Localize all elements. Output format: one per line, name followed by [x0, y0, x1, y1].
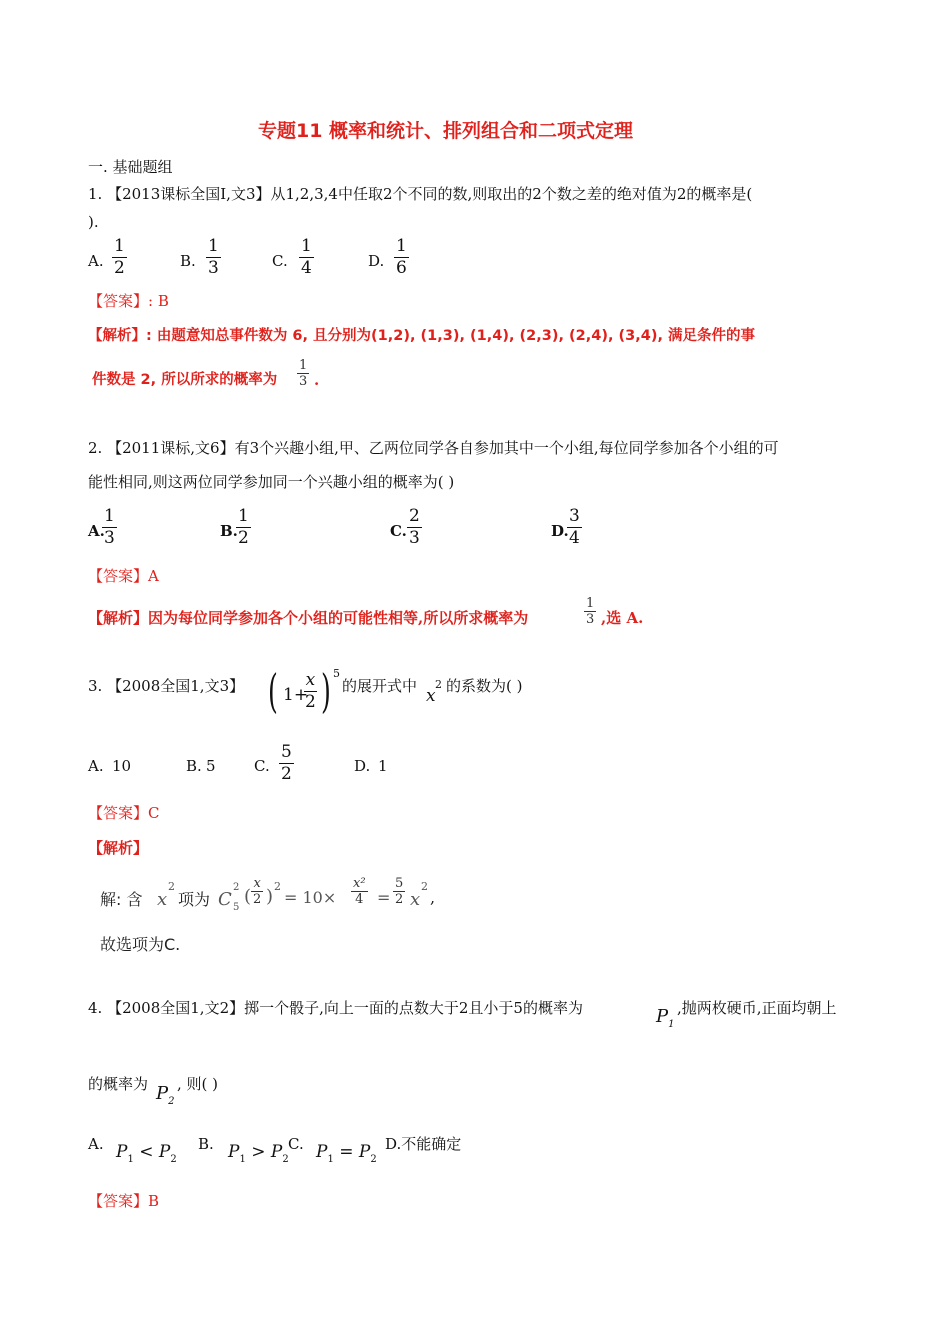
p2-letter: P: [156, 1083, 169, 1104]
rhs: P: [158, 1142, 171, 1162]
lhs: P: [228, 1142, 240, 1162]
denominator: 6: [396, 258, 407, 278]
numerator: 5: [395, 876, 404, 891]
numerator: 1: [396, 236, 407, 256]
q3-solution-x-pow: 2: [168, 880, 175, 893]
q2-stem-line1: 2. 【2011课标,文6】有3个兴趣小组,甲、乙两位同学各自参加其中一个小组,每位同学参加各个小组的可: [88, 439, 779, 457]
solution-left-paren: (: [244, 886, 252, 907]
q3-solution-pow: 2: [274, 880, 281, 893]
q4-option-b-label: B.: [198, 1135, 214, 1153]
page-title: 专题11 概率和统计、排列组合和二项式定理: [258, 120, 634, 142]
denominator: 3: [409, 528, 420, 548]
q2-analysis-end: ,选 A.: [601, 609, 644, 627]
q1-option-b-label: B.: [180, 252, 196, 270]
q4-option-c-expr: [316, 1142, 377, 1165]
q1-option-d-label: D.: [368, 252, 385, 270]
numerator: 1: [208, 236, 219, 256]
q4-answer: 【答案】B: [88, 1192, 160, 1210]
option-d-label: D.: [385, 1135, 402, 1153]
operator: >: [251, 1142, 266, 1162]
q3-option-c-label: C.: [254, 757, 270, 775]
operator: =: [339, 1142, 354, 1162]
q1-analysis-line2: 件数是 2, 所以所求的概率为: [92, 372, 278, 388]
q1-analysis-fraction: [297, 358, 309, 389]
denominator: 4: [355, 892, 364, 907]
denominator: 3: [299, 374, 308, 389]
q3-stem-suffix: 的系数为( ): [446, 677, 523, 695]
numerator: 2: [409, 506, 420, 526]
q3-solution-C-sup: 2: [233, 882, 240, 893]
q4-option-a-label: A.: [88, 1135, 104, 1153]
q3-solution-fraction2: [351, 876, 368, 907]
denominator: 4: [301, 258, 312, 278]
p1-letter: P: [656, 1006, 669, 1027]
q3-solution-mid: 项为: [178, 890, 211, 909]
section-heading: 一. 基础题组: [88, 158, 173, 176]
denominator: 2: [253, 892, 262, 907]
solution-right-paren: ): [266, 886, 274, 907]
q3-stem-prefix: 3. 【2008全国1,文3】: [88, 677, 245, 695]
q1-analysis-end: .: [314, 371, 320, 389]
q1-option-b-fraction: [206, 236, 221, 279]
denominator: 3: [586, 612, 595, 627]
q2-option-a-label: A.: [88, 522, 105, 540]
numerator: 3: [569, 506, 580, 526]
q3-solution-eq2: =: [377, 888, 391, 907]
lhs-sub: 1: [127, 1154, 134, 1165]
q3-stem-mid: 的展开式中: [342, 677, 418, 695]
numerator: x²: [353, 876, 366, 891]
q3-solution-x: x: [157, 889, 168, 910]
q1-answer: 【答案】: B: [88, 292, 169, 310]
denominator: 2: [238, 528, 249, 548]
q2-stem-line2: 能性相同,则这两位同学参加同一个兴趣小组的概率为( ): [88, 473, 455, 491]
q3-solution-C: C: [218, 889, 232, 910]
right-paren: ): [321, 664, 331, 718]
q4-stem-line1-end: ,抛两枚硬币,正面均朝上: [677, 999, 837, 1017]
numerator: 1: [104, 506, 115, 526]
q1-option-c-label: C.: [272, 252, 288, 270]
q1-analysis-line1: 【解析】: 由题意知总事件数为 6, 且分别为(1,2), (1,3), (1,4), (2,3), (2,4), (3,4), 满足条件的事: [88, 328, 756, 344]
q1-option-d-fraction: [394, 236, 409, 279]
q3-option-a-label: A.: [88, 757, 104, 775]
left-paren: (: [268, 664, 278, 718]
q1-option-c-fraction: [299, 236, 314, 279]
q4-option-d: [385, 1134, 461, 1154]
q3-solution-fraction3: [393, 876, 405, 907]
numerator: 1: [114, 236, 125, 256]
q3-solution-prefix: 解: 含: [100, 890, 143, 909]
lhs-sub: 1: [327, 1154, 334, 1165]
q4-stem-line1: 4. 【2008全国1,文2】掷一个骰子,向上一面的点数大于2且小于5的概率为: [88, 999, 583, 1017]
numerator: 1: [586, 596, 595, 611]
numerator: 1: [301, 236, 312, 256]
q4-stem-line2-end: , 则( ): [177, 1075, 219, 1093]
p2-subscript: 2: [168, 1096, 175, 1107]
rhs: P: [270, 1142, 283, 1162]
q2-analysis: 【解析】因为每位同学参加各个小组的可能性相等,所以所求概率为: [88, 609, 529, 627]
q2-option-c-label: C.: [390, 522, 407, 540]
p1-subscript: 1: [668, 1019, 675, 1030]
q3-solution-fraction: [251, 876, 263, 907]
q2-option-b-label: B.: [220, 522, 238, 540]
denominator: 2: [281, 764, 292, 784]
lhs: P: [116, 1142, 128, 1162]
q3-analysis-title: 【解析】: [88, 839, 149, 857]
q3-option-d-label: D.: [354, 757, 371, 775]
q3-solution-end-pow: 2: [421, 880, 428, 893]
denominator: 2: [305, 692, 316, 712]
q2-analysis-fraction: [584, 596, 596, 627]
q3-solution-end-x: x: [410, 889, 421, 910]
q3-solution-end: ,: [430, 888, 436, 907]
q3-option-d-value: 1: [378, 757, 388, 775]
q3-expr-power: 5: [333, 667, 340, 680]
rhs-sub: 2: [370, 1154, 377, 1165]
q1-option-a-fraction: [112, 236, 127, 279]
q4-option-c-label: C.: [288, 1135, 304, 1153]
numerator: 5: [281, 742, 292, 762]
q2-option-b-fraction: [236, 506, 251, 549]
denominator: 2: [395, 892, 404, 907]
q2-answer: 【答案】A: [88, 567, 159, 585]
q3-expr-fraction: [303, 670, 318, 713]
rhs-sub: 2: [282, 1154, 289, 1165]
q3-term-power: 2: [435, 678, 442, 691]
rhs: P: [358, 1142, 371, 1162]
denominator: 4: [569, 528, 580, 548]
rhs-sub: 2: [170, 1154, 177, 1165]
q4-p2: [156, 1083, 175, 1107]
q4-option-a-expr: [116, 1142, 177, 1165]
q4-p1: [656, 1006, 675, 1030]
q4-option-b-expr: [228, 1142, 289, 1165]
q3-solution-eq1: = 10×: [284, 888, 337, 907]
q2-option-d-fraction: [567, 506, 582, 549]
q1-stem-end: ).: [88, 213, 99, 231]
denominator: 3: [208, 258, 219, 278]
numerator: 1: [299, 358, 308, 373]
q3-term-var: x: [426, 686, 436, 706]
numerator: x: [253, 876, 261, 891]
q3-option-b-label: B.: [186, 757, 202, 775]
q1-option-a-label: A.: [88, 252, 104, 270]
q3-option-c-fraction: [279, 742, 294, 785]
q3-expr-one: 1+: [283, 685, 309, 705]
q1-stem: 1. 【2013课标全国Ⅰ,文3】从1,2,3,4中任取2个不同的数,则取出的2个数之差的绝对值为2的概率是(: [88, 185, 753, 203]
q3-option-b-value: 5: [206, 757, 216, 775]
q3-answer: 【答案】C: [88, 804, 160, 822]
q3-conclusion: 故选项为C.: [100, 935, 181, 954]
lhs: P: [316, 1142, 328, 1162]
numerator: 1: [238, 506, 249, 526]
denominator: 2: [114, 258, 125, 278]
q2-option-a-fraction: [102, 506, 117, 549]
q3-option-a-value: 10: [112, 757, 132, 775]
denominator: 3: [104, 528, 115, 548]
operator: <: [139, 1142, 154, 1162]
lhs-sub: 1: [239, 1154, 246, 1165]
option-d-value: 不能确定: [401, 1135, 462, 1153]
q2-option-c-fraction: [407, 506, 422, 549]
q3-solution-C-sub: 5: [233, 902, 240, 913]
q4-stem-line2: 的概率为: [88, 1075, 149, 1093]
numerator: x: [305, 670, 316, 690]
q2-option-d-label: D.: [551, 522, 569, 540]
